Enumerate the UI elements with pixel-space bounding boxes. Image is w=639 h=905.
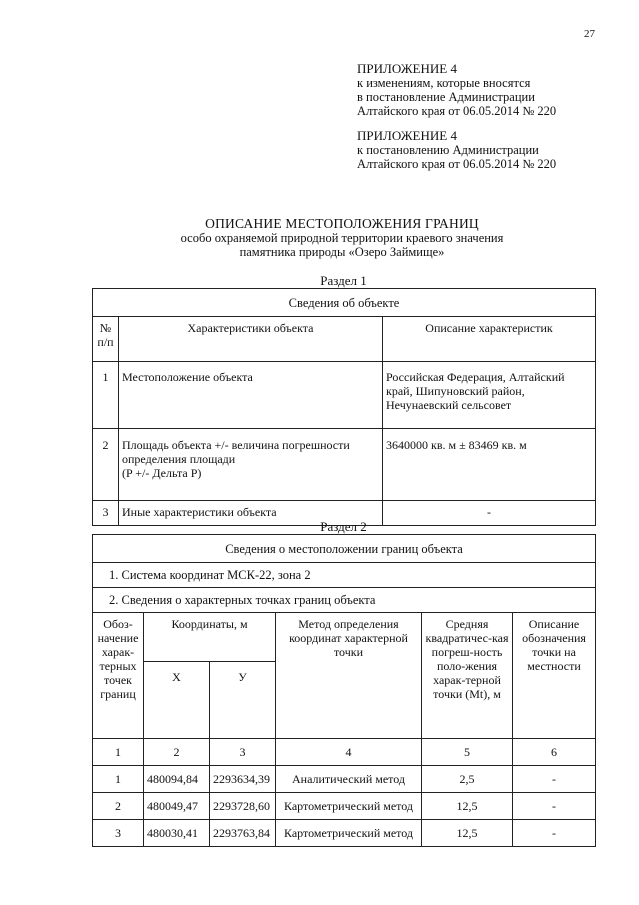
point-x: 480049,47 — [144, 793, 210, 820]
column-header-coordinates: Координаты, м — [144, 613, 276, 662]
column-index: 2 — [144, 739, 210, 766]
table-row — [93, 429, 596, 501]
point-description: - — [513, 766, 596, 793]
description-cell: - — [383, 501, 596, 526]
column-header-designation: Обоз- начение харак- терных точек границ — [93, 613, 144, 739]
point-description: - — [513, 793, 596, 820]
document-subtitle: особо охраняемой природной территории краевого значения — [180, 231, 504, 245]
characteristic-cell: Иные характеристики объекта — [119, 501, 383, 526]
object-info-table — [92, 288, 596, 526]
point-method: Картометрический метод — [276, 793, 422, 820]
appendix-resolution-block — [357, 129, 556, 171]
row-number: 3 — [93, 501, 119, 526]
column-index: 5 — [422, 739, 513, 766]
section-2-label: Раздел 2 — [320, 519, 367, 534]
column-index: 6 — [513, 739, 596, 766]
column-header-characteristic: Характеристики объекта — [119, 317, 383, 362]
description-cell: Российская Федерация, Алтайский край, Шипуновский район, Нечунаевский сельсовет — [383, 362, 596, 429]
point-accuracy: 12,5 — [422, 793, 513, 820]
appendix-title: ПРИЛОЖЕНИЕ 4 — [357, 61, 457, 76]
column-index: 3 — [210, 739, 276, 766]
point-y: 2293728,60 — [210, 793, 276, 820]
point-method: Картометрический метод — [276, 820, 422, 847]
column-header-description: Описание характеристик — [383, 317, 596, 362]
point-id: 3 — [93, 820, 144, 847]
point-id: 2 — [93, 793, 144, 820]
point-accuracy: 2,5 — [422, 766, 513, 793]
point-x: 480094,84 — [144, 766, 210, 793]
characteristic-cell: Площадь объекта +/- величина погрешности определения площади (P +/- Дельта P) — [119, 429, 383, 501]
table-row — [93, 766, 596, 793]
table-row — [93, 820, 596, 847]
column-header-y: У — [210, 662, 276, 739]
column-header-x: X — [144, 662, 210, 739]
point-x: 480030,41 — [144, 820, 210, 847]
appendix-line: к изменениям, которые вносятся — [357, 76, 531, 90]
column-header-method: Метод определения координат характерной точки — [276, 613, 422, 739]
table-row — [93, 793, 596, 820]
column-index-row — [93, 739, 596, 766]
appendix-amendment-block — [357, 62, 556, 118]
section-1-label: Раздел 1 — [320, 273, 367, 288]
characteristic-cell: Местоположение объекта — [119, 362, 383, 429]
appendix-line: Алтайского края от 06.05.2014 № 220 — [357, 157, 557, 171]
page-number: 27 — [584, 28, 595, 40]
column-header-accuracy: Средняя квадратичес-кая погреш-ность поло-жения харак-терной точки (Mt), м — [422, 613, 513, 739]
point-method: Аналитический метод — [276, 766, 422, 793]
row-number: 2 — [93, 429, 119, 501]
coordinate-system-row: 1. Система координат МСК-22, зона 2 — [93, 563, 596, 588]
table-row — [93, 362, 596, 429]
table-header: Сведения о местоположении границ объекта — [93, 535, 596, 563]
table-header: Сведения об объекте — [93, 289, 596, 317]
point-id: 1 — [93, 766, 144, 793]
column-header-point-description: Описание обозначения точки на местности — [513, 613, 596, 739]
appendix-line: в постановление Администрации — [357, 90, 535, 104]
appendix-line: Алтайского края от 06.05.2014 № 220 — [357, 104, 557, 118]
document-subtitle: памятника природы «Озеро Займище» — [239, 245, 445, 259]
appendix-line: к постановлению Администрации — [357, 143, 539, 157]
document-title-block — [90, 217, 594, 259]
appendix-title: ПРИЛОЖЕНИЕ 4 — [357, 128, 457, 143]
column-index: 4 — [276, 739, 422, 766]
column-index: 1 — [93, 739, 144, 766]
point-description: - — [513, 820, 596, 847]
row-number: 1 — [93, 362, 119, 429]
point-y: 2293763,84 — [210, 820, 276, 847]
column-header-number: № п/п — [93, 317, 119, 362]
boundary-points-table — [92, 534, 596, 847]
point-accuracy: 12,5 — [422, 820, 513, 847]
point-y: 2293634,39 — [210, 766, 276, 793]
points-info-row: 2. Сведения о характерных точках границ объекта — [93, 588, 596, 613]
description-cell: 3640000 кв. м ± 83469 кв. м — [383, 429, 596, 501]
document-title: ОПИСАНИЕ МЕСТОПОЛОЖЕНИЯ ГРАНИЦ — [205, 216, 479, 231]
